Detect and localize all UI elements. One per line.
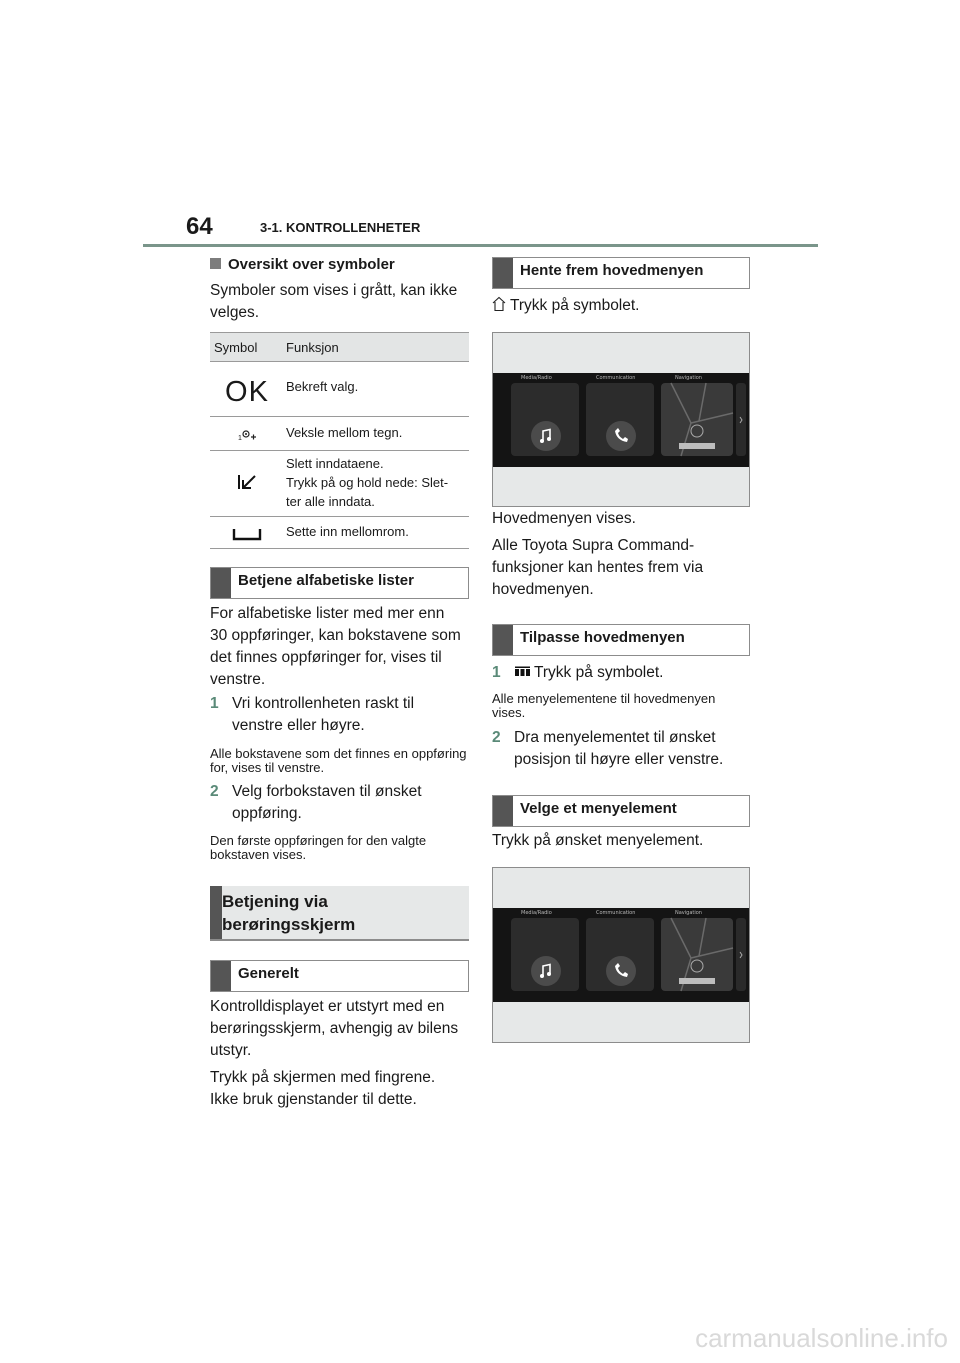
overview-heading: Oversikt over symboler <box>210 256 395 273</box>
tile-navigation: Navigation <box>661 383 733 456</box>
map-icon <box>661 918 733 991</box>
main-menu-screenshot <box>492 332 750 507</box>
square-bullet-icon <box>210 258 221 269</box>
section-heading-touchscreen: Betjening via berøringsskjerm <box>210 886 469 941</box>
menu-tiles-icon <box>514 666 531 678</box>
phone-icon <box>606 956 636 986</box>
ok-symbol: OK <box>210 362 284 417</box>
tile-communication: Communication <box>586 383 654 456</box>
music-note-icon <box>531 956 561 986</box>
general-text-2: Trykk på skjermen med fingrene. Ikke bruk gjenstander til dette. <box>210 1069 436 1108</box>
table-row <box>210 362 469 417</box>
scroll-right-button <box>736 918 746 991</box>
alpha-text: For alfabetiske lister med mer enn 30 oppføringer, kan bokstavene som det finnes oppføringer for, vises til venstre. <box>210 605 461 688</box>
step-2-note: Den første oppføringen for den valgte bokstaven vises. <box>210 833 427 862</box>
map-icon <box>661 383 733 456</box>
footer-watermark <box>0 1318 960 1358</box>
main-menu-info-text: Alle Toyota Supra Command-funksjoner kan hentes frem via hovedmenyen. <box>492 537 704 598</box>
table-cell-function: Slett inndataene. Trykk på og hold nede: Slet- ter alle inndata. <box>284 451 469 517</box>
display-screen <box>493 373 749 467</box>
switch-characters-icon <box>210 417 284 451</box>
general-text-1: Kontrolldisplayet er utstyrt med en berøringsskjerm, avhengig av bilens utstyr. <box>210 998 459 1059</box>
table-row <box>210 517 469 549</box>
watermark-text: carmanualsonline.info <box>695 1323 948 1353</box>
overview-text: Symboler som vises i grått, kan ikke velges. <box>210 282 458 321</box>
symbol-table <box>210 332 469 549</box>
main-menu-instruction: Trykk på symbolet. <box>492 295 640 317</box>
space-icon <box>210 517 284 549</box>
select-item-text: Trykk på ønsket menyelement. <box>492 832 704 849</box>
tile-communication: Communication <box>586 918 654 991</box>
column-header-symbol: Symbol <box>210 333 284 362</box>
phone-icon <box>606 421 636 451</box>
tile-media-radio: Media/Radio <box>511 383 579 456</box>
section-box-main-menu: Hente frem hovedmenyen <box>492 257 750 289</box>
step-1-note: Alle bokstavene som det finnes en oppføring for, vises til venstre. <box>210 746 467 775</box>
table-cell-function: Veksle mellom tegn. <box>284 417 469 451</box>
page-number: 64 <box>186 213 213 240</box>
customize-note: Alle menyelementene til hovedmenyen vises. <box>492 691 716 720</box>
tile-navigation: Navigation <box>661 918 733 991</box>
home-icon <box>492 296 506 312</box>
section-box-general: Generelt <box>210 960 469 992</box>
chapter-title: 3-1. KONTROLLENHETER <box>260 220 421 235</box>
tile-media-radio: Media/Radio <box>511 918 579 991</box>
table-cell-function: Bekreft valg. <box>284 362 469 417</box>
table-cell-function: Sette inn mellomrom. <box>284 517 469 549</box>
svg-text:1: 1 <box>238 435 242 442</box>
delete-arrow-icon <box>210 451 284 517</box>
table-row <box>210 451 469 517</box>
section-box-alphabetical-lists: Betjene alfabetiske lister <box>210 567 469 599</box>
select-item-screenshot <box>492 867 750 1043</box>
section-box-customize: Tilpasse hovedmenyen <box>492 624 750 656</box>
table-row <box>210 417 469 451</box>
music-note-icon <box>531 421 561 451</box>
display-screen <box>493 908 749 1002</box>
column-header-function: Funksjon <box>284 333 469 362</box>
section-box-select-item: Velge et menyelement <box>492 795 750 827</box>
header-rule <box>143 244 818 247</box>
main-menu-shown-text: Hovedmenyen vises. <box>492 510 636 527</box>
scroll-right-button <box>736 383 746 456</box>
table-header-row <box>210 333 469 362</box>
